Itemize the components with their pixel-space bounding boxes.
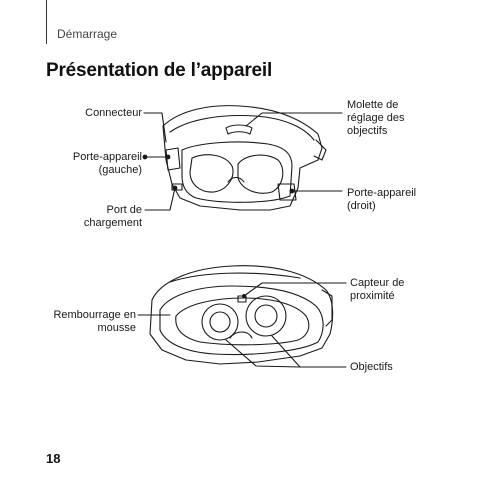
label-rembourrage-line2: mousse	[97, 322, 136, 334]
callout-dots	[143, 155, 295, 298]
callout-molette	[347, 99, 405, 138]
label-port-charge-line1: Port de	[106, 204, 142, 216]
headset-back-diagram	[150, 266, 333, 364]
label-capteur-line2: proximité	[350, 290, 395, 302]
section-label: Démarrage	[57, 27, 118, 41]
label-porte-gauche-line2: (gauche)	[98, 164, 142, 176]
label-molette-line3: objectifs	[347, 125, 388, 137]
callout-porte-appareil-droit	[347, 187, 416, 213]
page-number: 18	[46, 451, 61, 466]
callout-porte-appareil-gauche	[73, 151, 142, 177]
callout-port-de-chargement	[84, 204, 142, 230]
callout-capteur	[350, 277, 404, 303]
label-molette-line1: Molette de	[347, 99, 399, 111]
callout-connecteur	[85, 107, 142, 120]
label-porte-gauche-line1: Porte-appareil	[72, 151, 142, 163]
label-connecteur: Connecteur	[85, 107, 142, 119]
callout-leader-lines	[138, 113, 346, 367]
label-port-charge-line2: chargement	[83, 217, 142, 229]
callout-rembourrage	[53, 309, 136, 335]
label-capteur-line1: Capteur de	[350, 277, 405, 289]
label-porte-droit-line2: (droit)	[347, 200, 376, 212]
label-objectifs: Objectifs	[350, 361, 393, 373]
label-rembourrage-line1: Rembourrage en	[53, 309, 136, 321]
page-title: Présentation de l’appareil	[46, 60, 273, 81]
callout-objectifs	[350, 361, 393, 374]
label-porte-droit-line1: Porte-appareil	[347, 187, 417, 199]
headset-front-diagram	[163, 106, 326, 210]
label-molette-line2: réglage des	[347, 112, 405, 124]
